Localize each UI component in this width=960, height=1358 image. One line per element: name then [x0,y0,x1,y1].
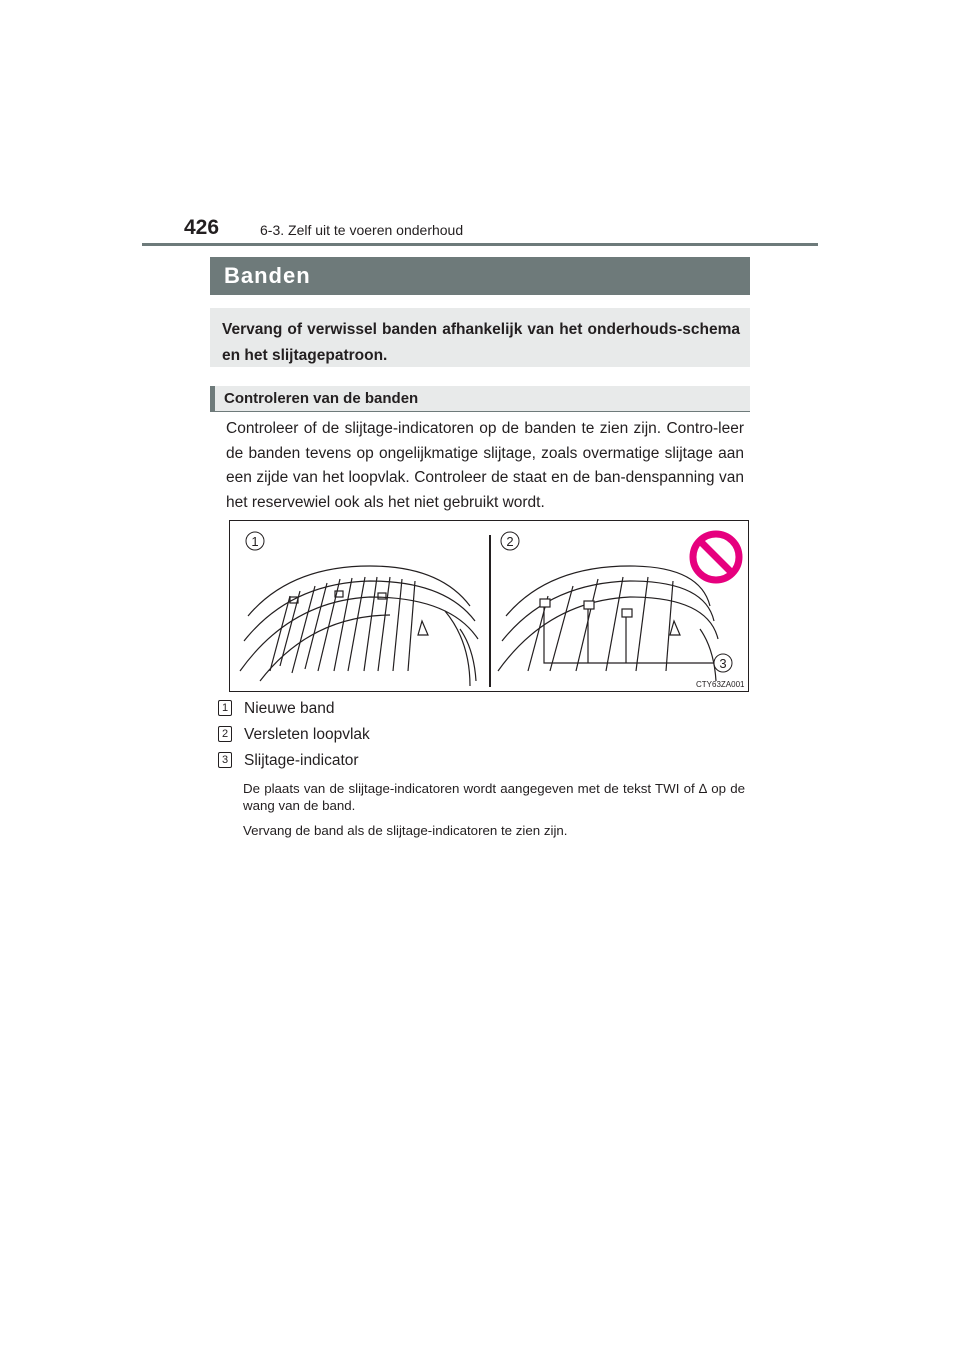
section-title: Banden [224,263,311,288]
note-text-2: Vervang de band als de slijtage-indicatoren te zien zijn. [243,823,568,838]
legend-number: 2 [218,726,232,742]
legend-label: Versleten loopvlak [244,726,370,743]
callout-1 [246,532,264,550]
section-title-bar [210,257,750,295]
legend-item-3 [218,752,359,770]
body-text: Controleer of de slijtage-indicatoren op de banden te zien zijn. Contro-leer de banden tevens op ongelijkmatige slijtage, zoals overmatige slijtage aan een zijde van het loopvlak. Controleer de staat en de ban-denspanning van het reservewiel ook als het niet gebruikt wordt. [226,420,744,511]
subsection-title: Controleren van de banden [224,390,419,407]
intro-text: Vervang of verwissel banden afhankelijk van het onderhouds-schema en het slijtagepatroon. [222,321,740,364]
intro-box [210,308,750,367]
callout-3 [714,654,732,672]
legend-label: Nieuwe band [244,700,335,717]
page-number: 426 [184,216,220,239]
legend-item-2 [218,726,370,744]
header-rule [142,243,818,246]
svg-text:2: 2 [506,534,514,549]
tire-illustration [229,520,749,692]
figure-code: CTY63ZA001 [696,680,745,689]
legend-number: 3 [218,752,232,768]
legend-number: 1 [218,700,232,716]
legend-item-1 [218,700,334,718]
section-reference: 6-3. Zelf uit te voeren onderhoud [260,222,464,238]
svg-text:1: 1 [251,534,259,549]
note-text-1: De plaats van de slijtage-indicatoren wordt aangegeven met de tekst TWI of ∆ op de wang van de band. [243,781,745,813]
new-tire-drawing [240,566,478,686]
svg-text:3: 3 [719,656,727,671]
subsection-bar [210,386,215,412]
subsection-heading [210,386,750,412]
callout-2 [501,532,519,550]
worn-tire-drawing [498,566,718,681]
legend-label: Slijtage-indicator [244,752,359,769]
prohibited-icon [693,534,739,580]
tire-drawing [230,521,748,691]
